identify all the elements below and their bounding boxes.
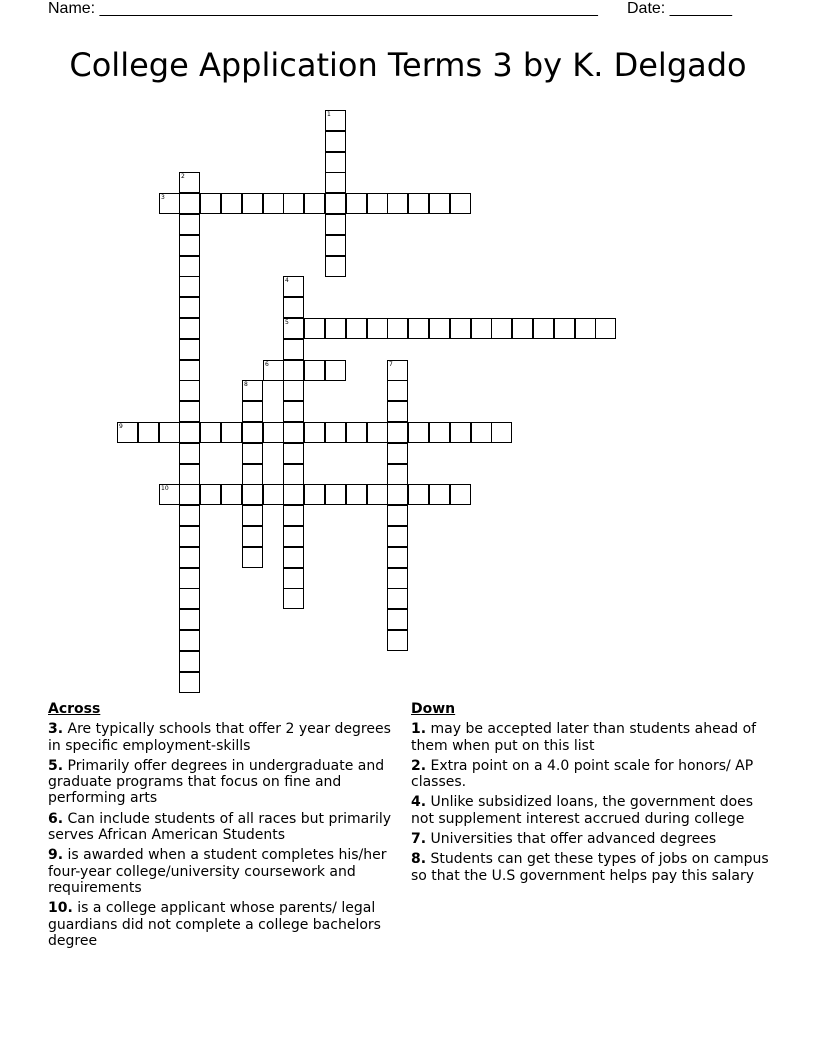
clue-number: 9. [48,847,64,864]
grid-cell[interactable] [325,152,346,173]
grid-cell[interactable] [304,318,325,339]
grid-cell[interactable] [179,505,200,526]
grid-cell[interactable] [408,422,429,443]
grid-cell[interactable] [533,318,554,339]
grid-cell[interactable] [179,339,200,360]
grid-cell[interactable] [450,422,471,443]
grid-cell[interactable] [221,484,242,505]
grid-cell[interactable] [325,131,346,152]
grid-cell[interactable] [263,360,284,381]
clue-number-label: 8 [244,381,248,388]
grid-cell[interactable] [200,484,221,505]
grid-cell[interactable] [304,422,325,443]
across-clue-10 [48,900,393,949]
grid-cell[interactable] [450,318,471,339]
down-clue-4 [411,794,771,827]
clue-number: 4. [411,794,427,811]
grid-cell[interactable] [491,422,512,443]
clue-text: Students can get these types of jobs on campus so that the U.S government helps pay this salary [411,851,769,884]
grid-cell[interactable] [429,193,450,214]
grid-cell[interactable] [179,297,200,318]
grid-cell[interactable] [471,422,492,443]
grid-cell[interactable] [387,484,408,505]
grid-cell[interactable] [179,401,200,422]
grid-cell[interactable] [159,193,180,214]
grid-cell[interactable] [554,318,575,339]
grid-cell[interactable] [242,484,263,505]
grid-cell[interactable] [491,318,512,339]
down-clue-1 [411,721,771,754]
grid-cell[interactable] [179,276,200,297]
grid-cell[interactable] [346,422,367,443]
across-heading: Across [48,701,101,717]
grid-cell[interactable] [179,588,200,609]
grid-cell[interactable] [387,318,408,339]
clue-text: is awarded when a student completes his/her four-year college/university coursework and requirements [48,847,387,896]
clue-text: may be accepted later than students ahead of them when put on this list [411,721,757,754]
grid-cell[interactable] [179,526,200,547]
grid-cell[interactable] [387,609,408,630]
grid-cell[interactable] [242,422,263,443]
grid-cell[interactable] [138,422,159,443]
puzzle-title: College Application Terms 3 by K. Delgado [69,46,747,84]
grid-cell[interactable] [179,672,200,693]
clue-number: 7. [411,831,427,848]
grid-cell[interactable] [283,380,304,401]
grid-cell[interactable] [346,193,367,214]
grid-cell[interactable] [325,172,346,193]
grid-cell[interactable] [283,401,304,422]
grid-cell[interactable] [367,193,388,214]
grid-cell[interactable] [242,526,263,547]
clue-text: Extra point on a 4.0 point scale for honors/ AP classes. [411,757,754,791]
grid-cell[interactable] [179,318,200,339]
grid-cell[interactable] [200,422,221,443]
clue-text: Are typically schools that offer 2 year degrees in specific employment-skills [48,721,391,754]
grid-cell[interactable] [179,214,200,235]
grid-cell[interactable] [450,484,471,505]
grid-cell[interactable] [263,484,284,505]
clue-text: Can include students of all races but primarily serves African American Students [48,810,392,844]
grid-cell[interactable] [387,547,408,568]
grid-cell[interactable] [283,318,304,339]
clue-number-label: 1 [327,111,331,118]
clue-number: 6. [48,810,64,827]
clue-number-label: 6 [265,361,269,368]
clue-number: 2. [411,757,427,774]
grid-cell[interactable] [179,484,200,505]
grid-cell[interactable] [179,193,200,214]
grid-cell[interactable] [200,193,221,214]
clue-text: is a college applicant whose parents/ legal guardians did not complete a college bachelors degree [48,900,381,949]
grid-cell[interactable] [325,110,346,131]
grid-cell[interactable] [159,422,180,443]
clue-number: 8. [411,851,427,868]
grid-cell[interactable] [387,464,408,485]
clue-number-label: 3 [161,194,165,201]
clue-text: Primarily offer degrees in undergraduate and graduate programs that focus on fine and performing arts [48,757,385,807]
grid-cell[interactable] [283,443,304,464]
grid-cell[interactable] [263,422,284,443]
grid-cell[interactable] [242,193,263,214]
grid-cell[interactable] [346,484,367,505]
grid-cell[interactable] [387,568,408,589]
grid-cell[interactable] [325,193,346,214]
grid-cell[interactable] [367,318,388,339]
clue-number: 3. [48,721,64,738]
grid-cell[interactable] [325,214,346,235]
grid-cell[interactable] [283,360,304,381]
across-clue-9 [48,847,393,896]
down-clues [411,701,771,888]
grid-cell[interactable] [387,505,408,526]
grid-cell[interactable] [179,630,200,651]
grid-cell[interactable] [429,484,450,505]
across-clue-5 [48,758,393,807]
grid-cell[interactable] [304,484,325,505]
grid-cell[interactable] [242,464,263,485]
grid-cell[interactable] [179,547,200,568]
grid-cell[interactable] [283,339,304,360]
grid-cell[interactable] [221,193,242,214]
clue-number-label: 2 [181,173,185,180]
grid-cell[interactable] [179,422,200,443]
grid-cell[interactable] [283,484,304,505]
clue-number-label: 9 [119,423,123,430]
down-clue-2 [411,758,771,791]
grid-cell[interactable] [179,568,200,589]
down-clue-8 [411,851,771,884]
grid-cell[interactable] [283,547,304,568]
grid-cell[interactable] [429,422,450,443]
grid-cell[interactable] [242,401,263,422]
grid-cell[interactable] [575,318,596,339]
grid-cell[interactable] [179,651,200,672]
grid-cell[interactable] [242,505,263,526]
grid-cell[interactable] [221,422,242,443]
grid-cell[interactable] [283,297,304,318]
across-clues [48,701,393,953]
grid-cell[interactable] [387,443,408,464]
grid-cell[interactable] [179,256,200,277]
grid-cell[interactable] [242,547,263,568]
grid-cell[interactable] [179,443,200,464]
grid-cell[interactable] [367,484,388,505]
across-clue-3 [48,721,393,754]
grid-cell[interactable] [325,360,346,381]
grid-cell[interactable] [595,318,616,339]
grid-cell[interactable] [263,193,284,214]
grid-cell[interactable] [387,380,408,401]
clue-number-label: 10 [161,485,169,492]
grid-cell[interactable] [283,568,304,589]
grid-cell[interactable] [179,380,200,401]
grid-cell[interactable] [387,422,408,443]
grid-cell[interactable] [283,276,304,297]
grid-cell[interactable] [325,422,346,443]
grid-cell[interactable] [387,630,408,651]
grid-cell[interactable] [471,318,492,339]
name-field[interactable]: Name: ________________________________________________________ [48,0,598,17]
grid-cell[interactable] [179,235,200,256]
clue-number: 5. [48,757,64,774]
grid-cell[interactable] [346,318,367,339]
grid-cell[interactable] [512,318,533,339]
grid-cell[interactable] [387,588,408,609]
grid-cell[interactable] [367,422,388,443]
grid-cell[interactable] [179,609,200,630]
grid-cell[interactable] [304,193,325,214]
grid-cell[interactable] [429,318,450,339]
clue-number-label: 7 [389,361,393,368]
clue-text: Unlike subsidized loans, the government does not supplement interest accrued during college [411,794,754,827]
grid-cell[interactable] [283,422,304,443]
grid-cell[interactable] [387,360,408,381]
grid-cell[interactable] [242,443,263,464]
grid-cell[interactable] [387,193,408,214]
clue-text: Universities that offer advanced degrees [430,831,717,848]
grid-cell[interactable] [179,172,200,193]
grid-cell[interactable] [283,505,304,526]
grid-cell[interactable] [325,318,346,339]
down-heading: Down [411,701,456,717]
grid-cell[interactable] [325,256,346,277]
clue-number-label: 5 [285,319,289,326]
grid-cell[interactable] [242,380,263,401]
grid-cell[interactable] [450,193,471,214]
grid-cell[interactable] [408,318,429,339]
clue-number-label: 4 [285,277,289,284]
down-clue-7 [411,831,771,847]
grid-cell[interactable] [304,360,325,381]
grid-cell[interactable] [283,193,304,214]
grid-cell[interactable] [179,464,200,485]
grid-cell[interactable] [408,484,429,505]
date-field[interactable]: Date: _______ [627,0,732,17]
grid-cell[interactable] [159,484,180,505]
grid-cell[interactable] [283,588,304,609]
grid-cell[interactable] [283,464,304,485]
across-clue-6 [48,811,393,844]
grid-cell[interactable] [325,235,346,256]
grid-cell[interactable] [325,484,346,505]
grid-cell[interactable] [387,526,408,547]
clue-number: 1. [411,721,427,738]
grid-cell[interactable] [283,526,304,547]
grid-cell[interactable] [408,193,429,214]
grid-cell[interactable] [387,401,408,422]
grid-cell[interactable] [179,360,200,381]
grid-cell[interactable] [117,422,138,443]
clue-number: 10. [48,900,73,917]
